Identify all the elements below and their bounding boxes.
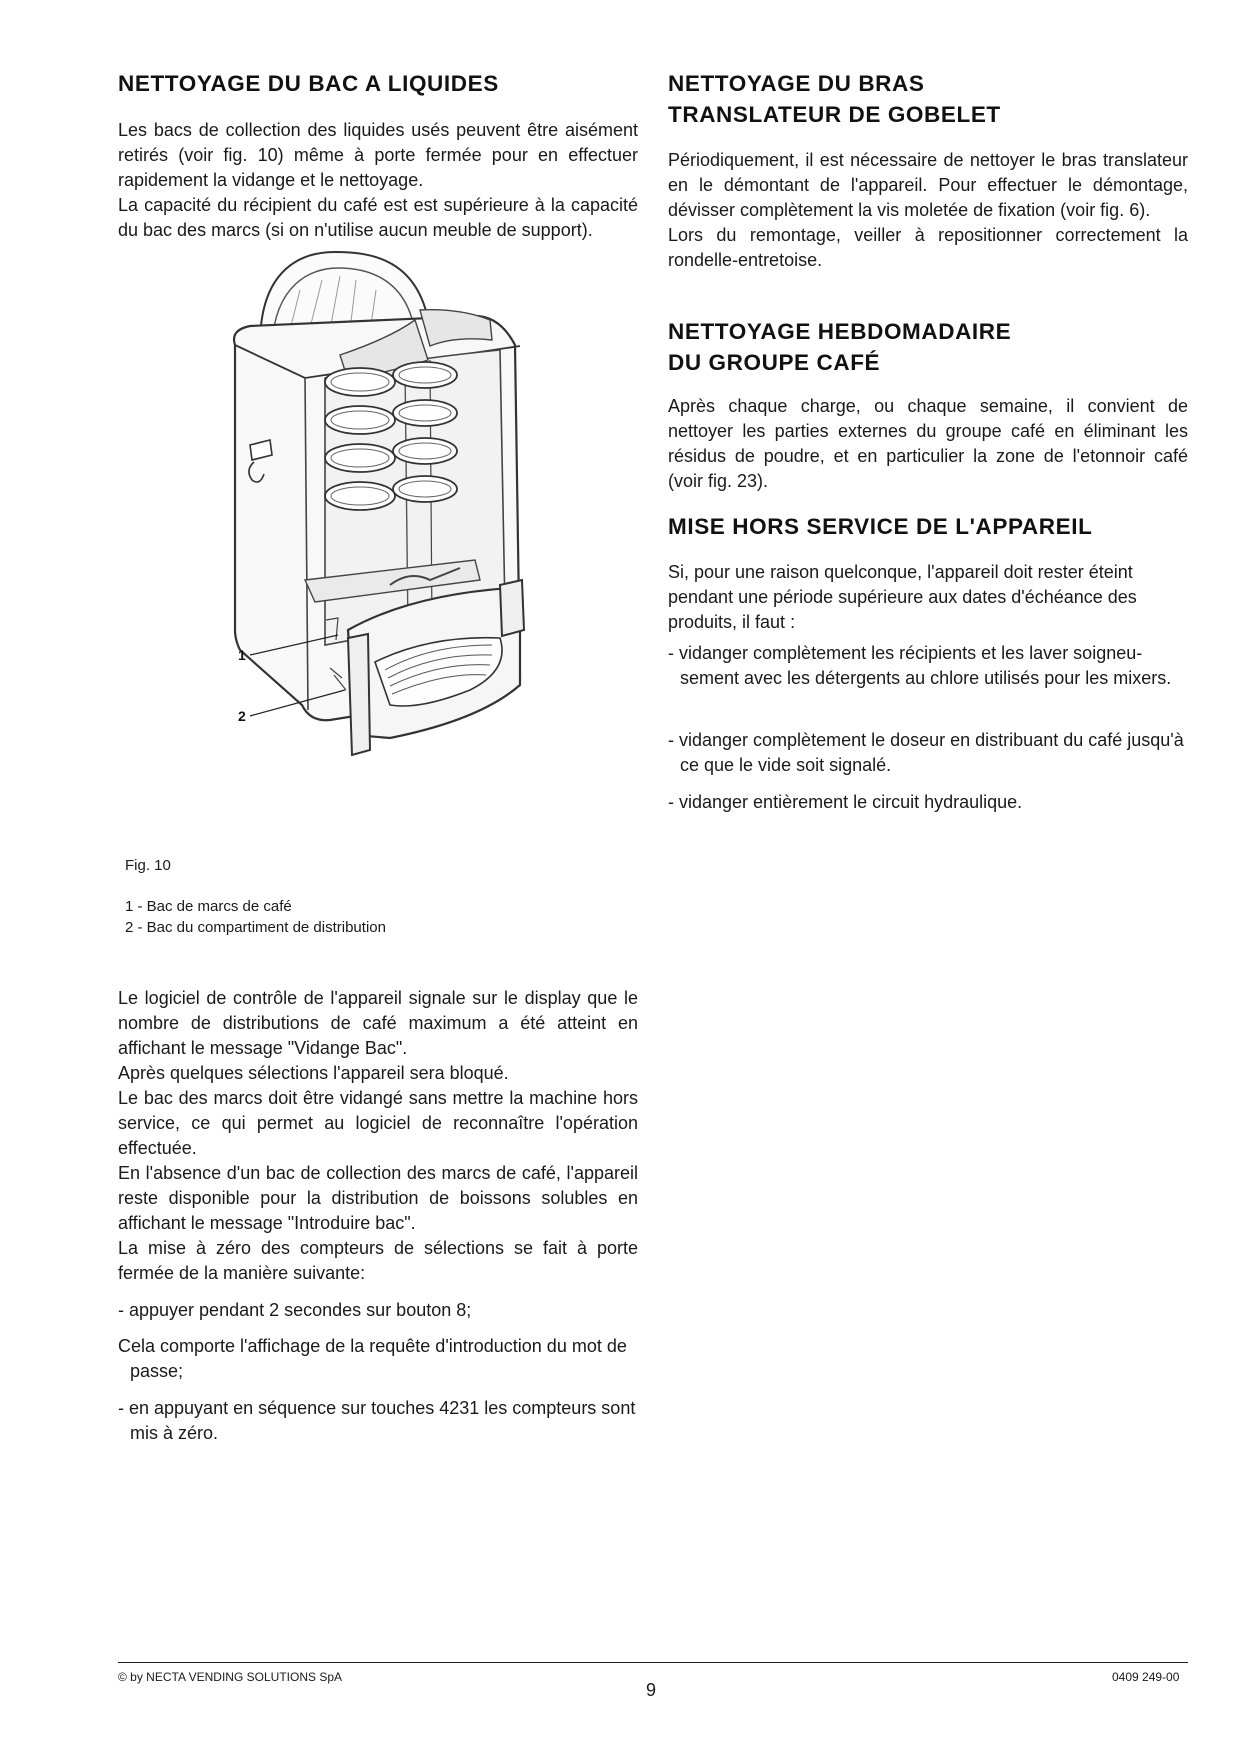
list-item: - vidanger complètement le doseur en distribuant du café jusqu'à ce que le vide soit signalé. bbox=[668, 730, 1184, 775]
step-1: - appuyer pendant 2 secondes sur bouton 8; bbox=[118, 1300, 472, 1320]
coffee-machine-illustration bbox=[230, 250, 630, 850]
list-item: - vidanger entièrement le circuit hydraulique. bbox=[668, 792, 1023, 812]
callout-1: 1 bbox=[238, 647, 246, 663]
heading-hebdomadaire-line-2: DU GROUPE CAFÉ bbox=[668, 350, 881, 375]
paragraph-logiciel bbox=[118, 986, 638, 1286]
paragraph-bras bbox=[668, 148, 1188, 273]
footer-doc-code: 0409 249-00 bbox=[1112, 1670, 1180, 1684]
paragraph-line: Après quelques sélections l'appareil sera bloqué. bbox=[118, 1063, 509, 1083]
page-number: 9 bbox=[646, 1680, 657, 1700]
paragraph-line: La capacité du récipient du café est est supérieure à la capacité du bac des marcs (si on n'utilise aucun meuble de support). bbox=[118, 195, 638, 240]
paragraph-line: Les bacs de collection des liquides usés peuvent être aisément retirés (voir fig. 10) même à porte fermée pour en effectuer rapidement la vidange et le nettoyage. bbox=[118, 120, 638, 190]
step-2: Cela comporte l'affichage de la requête d'introduction du mot de passe; bbox=[118, 1336, 627, 1381]
heading-bras-translateur-line-1: NETTOYAGE DU BRAS bbox=[668, 71, 925, 96]
list-item: - vidanger complètement les récipients et les laver soigneu-sement avec les détergents au chlore utilisés pour les mixers. bbox=[668, 643, 1172, 688]
paragraph-line: Le logiciel de contrôle de l'appareil signale sur le display que le nombre de distributions de café maximum a été atteint en affichant le message "Vidange Bac". bbox=[118, 988, 638, 1058]
figure-label: Fig. 10 bbox=[125, 857, 171, 874]
paragraph-line: Périodiquement, il est nécessaire de nettoyer le bras translateur en le démontant de l'appareil. Pour effectuer le démontage, dévisser complètement la vis moletée de fixation (voir fig. 6). bbox=[668, 150, 1188, 220]
heading-hebdomadaire-line-1: NETTOYAGE HEBDOMADAIRE bbox=[668, 319, 1012, 344]
step-3: - en appuyant en séquence sur touches 4231 les compteurs sont mis à zéro. bbox=[118, 1398, 636, 1443]
footer-rule bbox=[118, 1662, 1188, 1663]
paragraph-line: La mise à zéro des compteurs de sélections se fait à porte fermée de la manière suivante: bbox=[118, 1238, 638, 1283]
heading-mise-hors-service: MISE HORS SERVICE DE L'APPAREIL bbox=[668, 514, 1093, 539]
callout-2: 2 bbox=[238, 708, 246, 724]
paragraph-hebdomadaire: Après chaque charge, ou chaque semaine, il convient de nettoyer les parties externes du groupe café en éliminant les résidus de poudre, et en particulier la zone de l'etonnoir café (voir fig. 23). bbox=[668, 396, 1188, 491]
heading-bac-liquides: NETTOYAGE DU BAC A LIQUIDES bbox=[118, 71, 499, 96]
paragraph-line: Lors du remontage, veiller à repositionner correctement la rondelle-entretoise. bbox=[668, 225, 1188, 270]
legend-item-1: 1 - Bac de marcs de café bbox=[125, 898, 292, 915]
paragraph-bac-liquides bbox=[118, 118, 638, 243]
paragraph-line: Le bac des marcs doit être vidangé sans mettre la machine hors service, ce qui permet au logiciel de reconnaître l'opération effectuée. bbox=[118, 1088, 638, 1158]
heading-bras-translateur-line-2: TRANSLATEUR DE GOBELET bbox=[668, 102, 1001, 127]
paragraph-mise-hors-service: Si, pour une raison quelconque, l'appareil doit rester éteint pendant une période supérieure aux dates d'échéance des produits, il faut : bbox=[668, 562, 1137, 632]
legend-item-2: 2 - Bac du compartiment de distribution bbox=[125, 919, 386, 936]
footer-copyright: © by NECTA VENDING SOLUTIONS SpA bbox=[118, 1670, 343, 1684]
paragraph-line: En l'absence d'un bac de collection des marcs de café, l'appareil reste disponible pour la distribution de boissons solubles en affichant le message "Introduire bac". bbox=[118, 1163, 638, 1233]
